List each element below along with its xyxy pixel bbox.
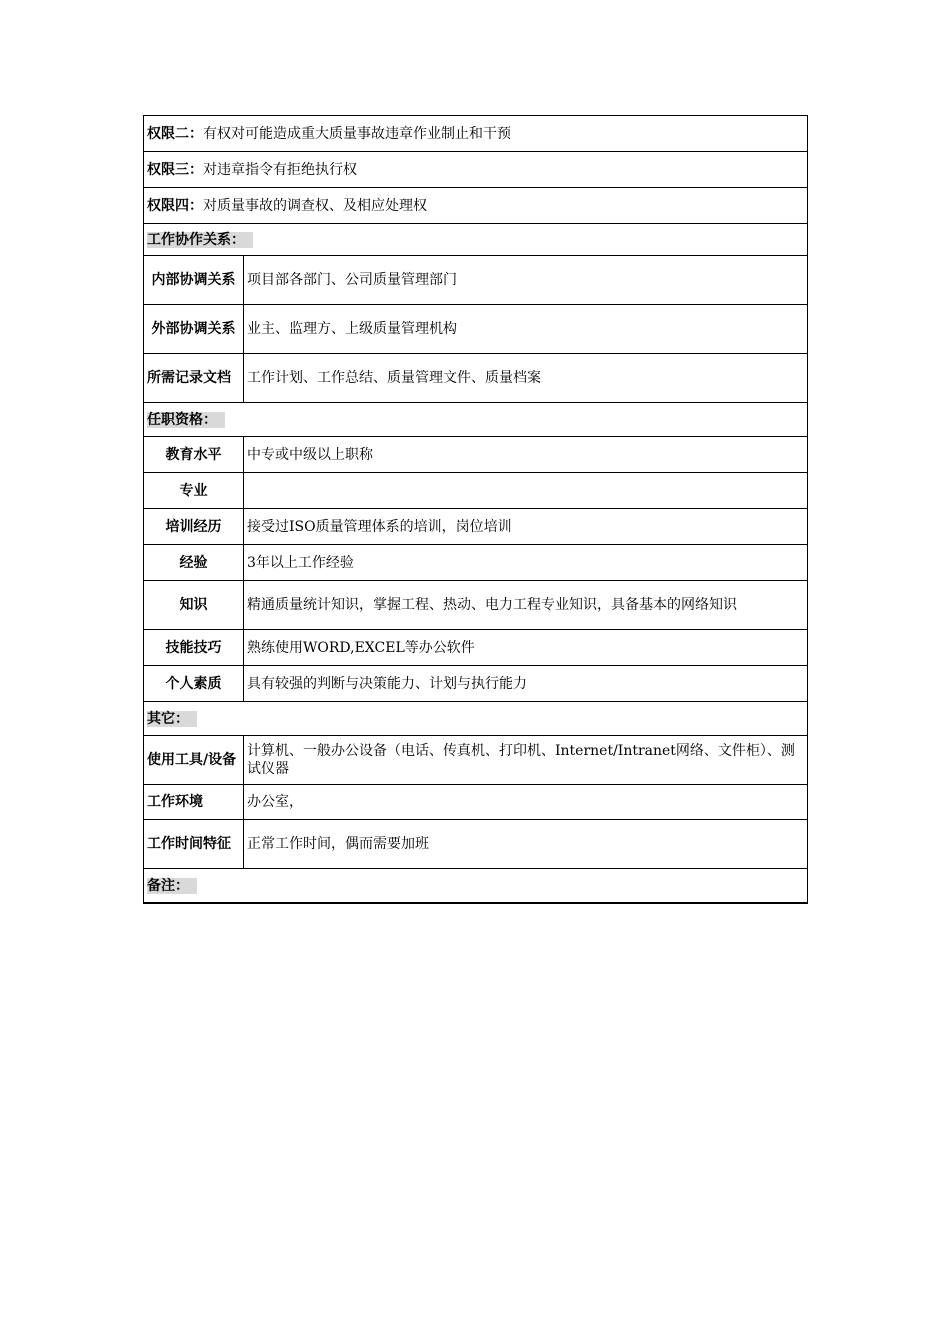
section-title: 备注： bbox=[147, 878, 197, 894]
table-row bbox=[144, 354, 808, 403]
row-value: 中专或中级以上职称 bbox=[244, 437, 808, 473]
section-title: 其它： bbox=[147, 711, 197, 727]
section-other-header bbox=[144, 702, 808, 736]
row-label: 专业 bbox=[144, 473, 244, 509]
authority-label: 权限二： bbox=[147, 125, 203, 142]
row-value: 办公室， bbox=[244, 785, 808, 820]
row-label: 所需记录文档 bbox=[144, 354, 244, 403]
section-cooperation-header bbox=[144, 224, 808, 256]
row-label: 工作环境 bbox=[144, 785, 244, 820]
table-row bbox=[144, 581, 808, 630]
table-row bbox=[144, 545, 808, 581]
section-title: 任职资格： bbox=[147, 412, 225, 428]
table-row bbox=[144, 785, 808, 820]
row-value: 具有较强的判断与决策能力、计划与执行能力 bbox=[244, 666, 808, 702]
authority-label: 权限三： bbox=[147, 161, 203, 178]
row-label: 工作时间特征 bbox=[144, 820, 244, 869]
row-label: 内部协调关系 bbox=[144, 256, 244, 305]
table-row bbox=[144, 305, 808, 354]
row-label: 培训经历 bbox=[144, 509, 244, 545]
row-value: 接受过ISO质量管理体系的培训，岗位培训 bbox=[244, 509, 808, 545]
job-description-table bbox=[143, 115, 808, 904]
section-title: 工作协作关系： bbox=[147, 232, 253, 248]
section-remarks-header bbox=[144, 869, 808, 904]
row-value: 3年以上工作经验 bbox=[244, 545, 808, 581]
table-row bbox=[144, 736, 808, 785]
row-value: 熟练使用WORD,EXCEL等办公软件 bbox=[244, 630, 808, 666]
row-label: 知识 bbox=[144, 581, 244, 630]
row-label: 教育水平 bbox=[144, 437, 244, 473]
table-row bbox=[144, 820, 808, 869]
row-label: 使用工具/设备 bbox=[144, 736, 244, 785]
table-row bbox=[144, 630, 808, 666]
section-qualification-header bbox=[144, 403, 808, 437]
row-value: 精通质量统计知识，掌握工程、热动、电力工程专业知识，具备基本的网络知识 bbox=[244, 581, 808, 630]
table-row bbox=[144, 437, 808, 473]
authority-text: 对违章指令有拒绝执行权 bbox=[203, 161, 357, 178]
authority-text: 对质量事故的调查权、及相应处理权 bbox=[203, 197, 427, 214]
table-row bbox=[144, 473, 808, 509]
authority-row bbox=[144, 116, 808, 152]
authority-row bbox=[144, 152, 808, 188]
authority-row bbox=[144, 188, 808, 224]
row-value: 业主、监理方、上级质量管理机构 bbox=[244, 305, 808, 354]
table-row bbox=[144, 509, 808, 545]
row-label: 个人素质 bbox=[144, 666, 244, 702]
authority-text: 有权对可能造成重大质量事故违章作业制止和干预 bbox=[203, 125, 511, 142]
row-value: 项目部各部门、公司质量管理部门 bbox=[244, 256, 808, 305]
row-value bbox=[244, 473, 808, 509]
row-label: 技能技巧 bbox=[144, 630, 244, 666]
row-value: 计算机、一般办公设备（电话、传真机、打印机、Internet/Intranet网络、文件柜）、测试仪器 bbox=[244, 736, 808, 785]
row-label: 外部协调关系 bbox=[144, 305, 244, 354]
row-value: 正常工作时间，偶而需要加班 bbox=[244, 820, 808, 869]
authority-label: 权限四： bbox=[147, 197, 203, 214]
table-row bbox=[144, 256, 808, 305]
table-row bbox=[144, 666, 808, 702]
row-value: 工作计划、工作总结、质量管理文件、质量档案 bbox=[244, 354, 808, 403]
row-label: 经验 bbox=[144, 545, 244, 581]
